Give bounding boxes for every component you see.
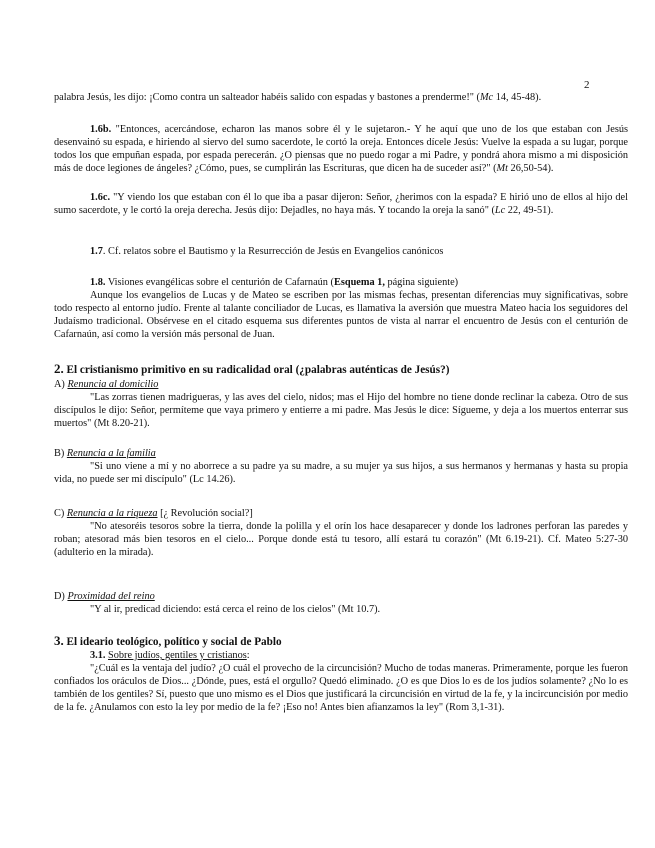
section-2d-letter: D): [54, 591, 68, 602]
section-2a-title: Renuncia al domicilio: [67, 379, 159, 390]
section-1-6b-label: 1.6b.: [90, 124, 112, 135]
section-3-1-title: Sobre judíos, gentiles y cristianos: [108, 650, 247, 661]
section-3-number: 3.: [54, 633, 64, 648]
section-2c-extra: [¿ Revolución social?]: [157, 508, 253, 519]
intro-ref-verse: 14, 45-48).: [493, 92, 542, 103]
section-1-6c: [54, 191, 628, 217]
intro-paragraph: [54, 91, 628, 104]
section-2c-title: Renuncia a la riqueza: [66, 508, 158, 519]
section-1-6b-ref-book: Mt: [496, 163, 508, 174]
section-3-1-text: "¿Cuál es la ventaja del judío? ¿O cuál el provecho de la circuncisión? Mucho de todas maneras. Primeramente, porque les fueron confiados los oráculos de Dios... ¿Dónde, pues, está el orgullo? Quedó eliminado. ¿O es que Dios lo es de los judíos solamente? ¿No lo es también de los gentiles? Sí, puesto que uno mismo es el Dios que justificará la circuncisión en virtud de la fe, y la incircuncisión por medio de la fe. ¿Anulamos con esto la ley por medio de la fe? ¡Eso no! Antes bien afianzamos la ley" (Rom 3,1-31).: [54, 663, 628, 713]
section-2-number: 2.: [54, 361, 64, 376]
section-1-6b: [54, 123, 628, 175]
section-1-6c-label: 1.6c.: [90, 192, 111, 203]
section-3-title: El ideario teológico, político y social de Pablo: [63, 636, 282, 648]
section-2b: [54, 447, 628, 486]
section-1-8-body-b: página siguiente): [384, 277, 459, 288]
section-1-6c-ref-verse: 22, 49-51).: [505, 205, 554, 216]
section-2c-letter: C): [54, 508, 67, 519]
section-2a: [54, 378, 628, 430]
section-1-6c-ref-book: Lc: [494, 205, 506, 216]
section-1-7: [54, 245, 628, 258]
section-1-8-bold: Esquema 1,: [333, 277, 385, 288]
section-1-6b-quote: "Entonces, acercándose, echaron las manos sobre él y le sujetaron.-: [111, 124, 415, 135]
section-2b-title: Renuncia a la familia: [66, 448, 156, 459]
section-2: [54, 362, 628, 377]
section-2c-text: "No atesoréis tesoros sobre la tierra, donde la polilla y el orín los hace desaparecer y donde los ladrones perforan las paredes y roban; atesorad más bien tesoros en el cielo... Porque donde está tu tesoro, allí estará tu corazón" (Mt 6.19-21). Cf. Mateo 5:27-30 (adulterio en la mirada).: [54, 521, 628, 558]
section-3-1-colon: :: [246, 650, 250, 661]
section-2d-text: "Y al ir, predicad diciendo: está cerca el reino de los cielos" (Mt 10.7).: [90, 604, 381, 615]
section-2c: [54, 507, 628, 559]
section-2d-title: Proximidad del reino: [67, 591, 155, 602]
section-1-8-body-a: Visiones evangélicas sobre el centurión de Cafarnaún (: [105, 277, 334, 288]
section-1-7-label: 1.7: [90, 246, 103, 257]
section-3-1-label: 3.1.: [90, 650, 106, 661]
section-1-6c-body: "Y viendo los que estaban con él lo que iba a pasar dijeron: Señor, ¿herimos con la espada? E hirió uno de ellos al hijo del sumo sacerdote, y le cortó la oreja derecha. Jesús dijo: Dejadles, no haya más. Y tocando la oreja la sanó" (: [54, 192, 628, 216]
section-2b-text: "Si uno viene a mí y no aborrece a su padre ya su madre, a su mujer ya sus hijos, a sus hermanos y hermanas y hasta su propia vida, no puede ser mi discípulo" (Lc 14.26).: [54, 461, 628, 485]
section-2a-text: "Las zorras tienen madrigueras, y las aves del cielo, nidos; mas el Hijo del hombre no tiene donde reclinar la cabeza. Otro de sus discípulos le dijo: Señor, permíteme que vaya primero y entierre a mi padre. Mas Jesús le dice: Sígueme, y deja a los muertos enterrar sus muertos" (Mt 8.20-21).: [54, 392, 628, 429]
intro-ref-book: Mc: [479, 92, 494, 103]
section-2d: [54, 590, 628, 616]
section-1-8: [54, 276, 628, 341]
section-2-title: El cristianismo primitivo en su radicalidad oral (¿palabras auténticas de Jesús?): [63, 364, 450, 376]
section-3: [54, 634, 628, 714]
section-2b-letter: B): [54, 448, 67, 459]
page-number: 2: [584, 79, 590, 91]
intro-text: palabra Jesús, les dijo: ¡Como contra un salteador habéis salido con espadas y bastones a prenderme!" (: [54, 92, 480, 103]
section-1-6b-body: Y he aquí que uno de los que estaban con Jesús desenvainó su espada, e hiriendo al siervo del sumo sacerdote, le cortó la oreja. Entonces dícele Jesús: Vuelve la espada a su lugar, porque todos los que empuñan espada, por espada perecerán. ¿O piensas que no puedo rogar a mi Padre, y pondrá ahora mismo a mi disposición más de doce legiones de ángeles? ¿Cómo, pues, se cumplirán las Escrituras, que dicen ha de suceder así?" (: [54, 124, 628, 174]
section-2a-letter: A): [54, 379, 68, 390]
section-1-6b-ref-verse: 26,50-54).: [507, 163, 554, 174]
section-1-8-label: 1.8.: [90, 277, 106, 288]
section-1-7-body: . Cf. relatos sobre el Bautismo y la Resurrección de Jesús en Evangelios canónicos: [102, 246, 444, 257]
section-1-8-paragraph: Aunque los evangelios de Lucas y de Mateo se escriben por las mismas fechas, presentan diferencias muy significativas, sobre todo respecto al entorno judío. Frente al talante conciliador de Lucas, es llamativa la aversión que muestra Mateo hacia los seguidores del Judaísmo tradicional. Obsérvese en el citado esquema sus diferentes puntos de vista al narrar el encuentro de Jesús con el centurión de Cafarnaún, así como la versión más personal de Juan.: [54, 290, 628, 340]
